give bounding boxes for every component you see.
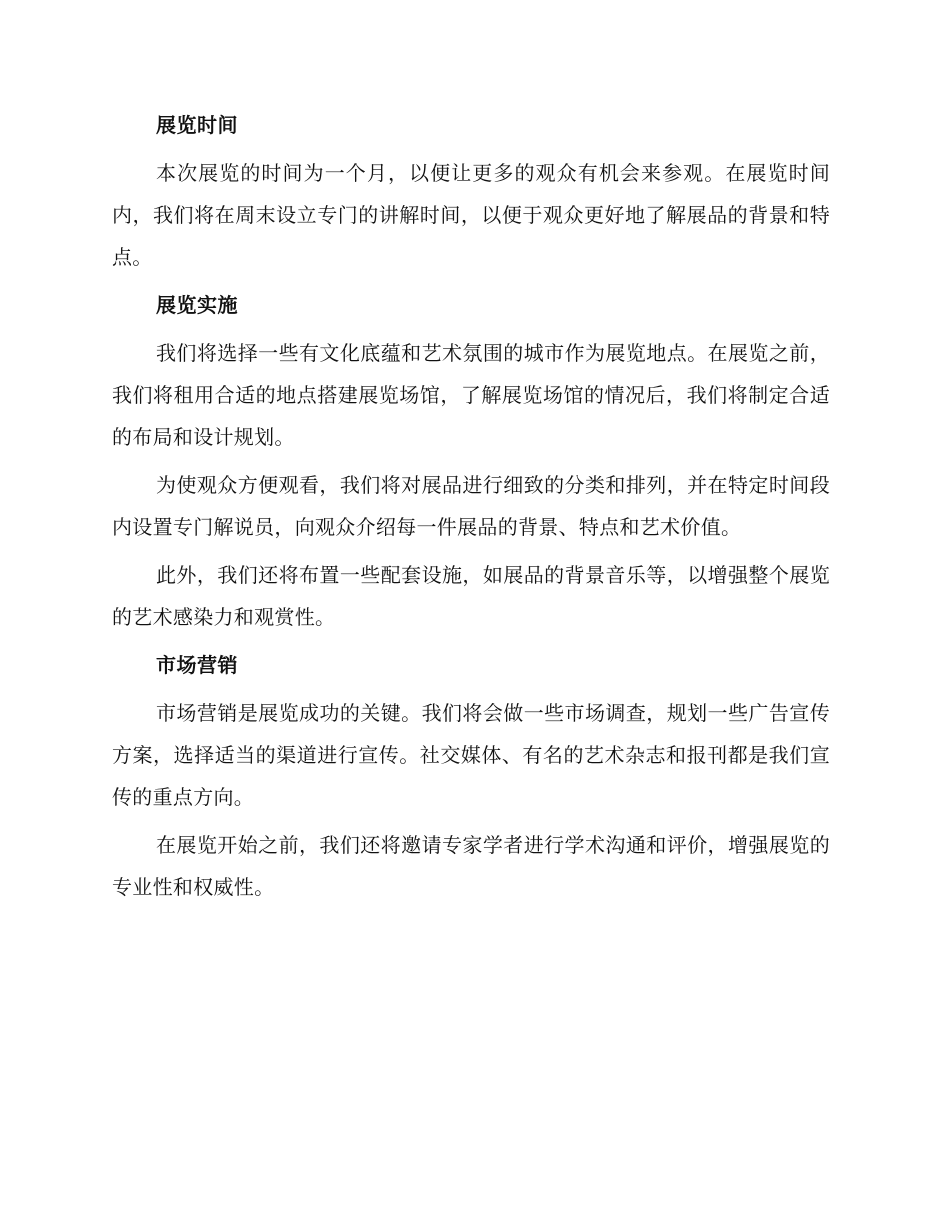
paragraph: 市场营销是展览成功的关键。我们将会做一些市场调查，规划一些广告宣传方案，选择适当的渠道进行宣传。社交媒体、有名的艺术杂志和报刊都是我们宣传的重点方向。 <box>112 701 830 809</box>
paragraph: 我们将选择一些有文化底蕴和艺术氛围的城市作为展览地点。在展览之前，我们将租用合适的地点搭建展览场馆，了解展览场馆的情况后，我们将制定合适的布局和设计规划。 <box>112 341 830 449</box>
paragraph: 在展览开始之前，我们还将邀请专家学者进行学术沟通和评价，增强展览的专业性和权威性。 <box>112 833 830 899</box>
paragraph: 本次展览的时间为一个月，以便让更多的观众有机会来参观。在展览时间内，我们将在周末设立专门的讲解时间，以便于观众更好地了解展品的背景和特点。 <box>112 161 830 269</box>
section-marketing <box>112 644 830 908</box>
section-exhibition-implementation <box>112 284 830 638</box>
section-heading: 展览实施 <box>156 293 238 317</box>
section-exhibition-time <box>112 104 830 278</box>
section-heading: 展览时间 <box>156 113 238 137</box>
paragraph: 为使观众方便观看，我们将对展品进行细致的分类和排列，并在特定时间段内设置专门解说员，向观众介绍每一件展品的背景、特点和艺术价值。 <box>112 473 830 539</box>
section-heading: 市场营销 <box>156 653 238 677</box>
paragraph: 此外，我们还将布置一些配套设施，如展品的背景音乐等，以增强整个展览的艺术感染力和观赏性。 <box>112 563 830 629</box>
document-body <box>112 104 830 914</box>
